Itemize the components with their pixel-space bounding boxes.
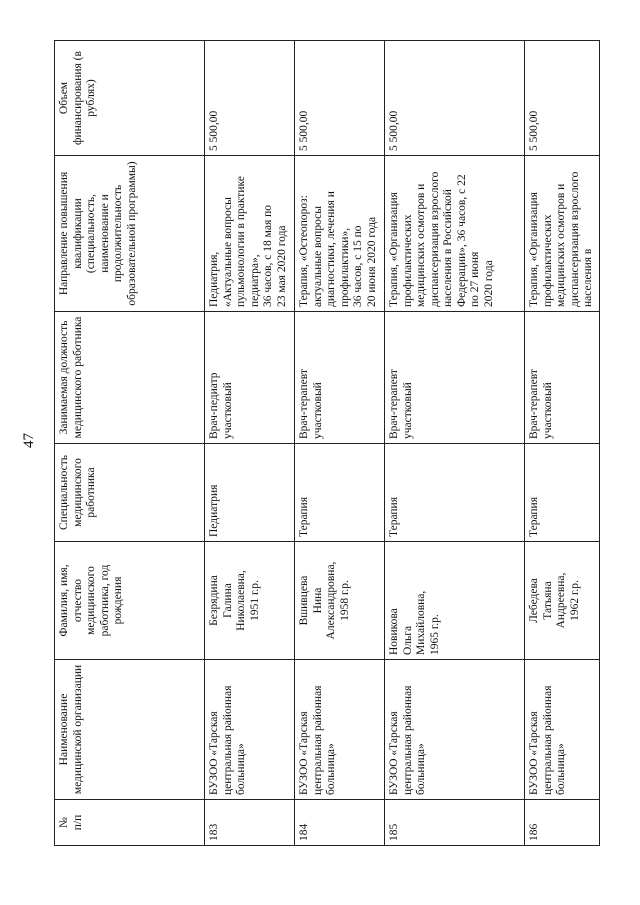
cell-fio: Лебедева Татьяна Андреевна, 1962 г.р. (525, 542, 600, 660)
page-number: 47 (21, 433, 37, 448)
cell-pos: Врач-терапевт участковый (525, 312, 600, 444)
cell-num: 186 (525, 800, 600, 846)
header-spec: Специальность медицинского работника (55, 444, 205, 542)
cell-fio: Новикова Ольга Михайловна, 1965 г.р. (385, 542, 525, 660)
table-row (385, 41, 525, 846)
cell-fin: 5 500,00 (295, 41, 385, 156)
table-row (205, 41, 295, 846)
cell-org: БУЗОО «Тарская центральная районная больница» (525, 660, 600, 800)
rotated-table-container (54, 41, 595, 846)
header-fio: Фамилия, имя, отчество медицинского работника, год рождения (55, 542, 205, 660)
table-row (295, 41, 385, 846)
cell-dir: Терапия, «Остеопороз: актуальные вопросы диагностики, лечения и профилактики», 36 часов, с 15 по 20 июня 2020 года (295, 156, 385, 312)
header-org: Наименование медицинской организации (55, 660, 205, 800)
header-pos: Занимаемая должность медицинского работника (55, 312, 205, 444)
cell-fin: 5 500,00 (205, 41, 295, 156)
cell-org: БУЗОО «Тарская центральная районная больница» (295, 660, 385, 800)
cell-num: 185 (385, 800, 525, 846)
table-row (525, 41, 600, 846)
cell-spec: Терапия (295, 444, 385, 542)
header-fin: Объем финансирования (в рублях) (55, 41, 205, 156)
cell-pos: Врач-педиатр участковый (205, 312, 295, 444)
cell-dir: Педиатрия, «Актуальные вопросы пульмонологии в практике педиатра», 36 часов, с 18 мая по 23 мая 2020 года (205, 156, 295, 312)
cell-fio: Безрядина Галина Николаевна, 1951 г.р. (205, 542, 295, 660)
cell-fin: 5 500,00 (525, 41, 600, 156)
cell-spec: Педиатрия (205, 444, 295, 542)
cell-dir: Терапия, «Организация профилактических медицинских осмотров и диспансеризация взрослого населения в (525, 156, 600, 312)
staff-training-table (54, 40, 600, 846)
cell-fin: 5 500,00 (385, 41, 525, 156)
cell-num: 183 (205, 800, 295, 846)
cell-spec: Терапия (385, 444, 525, 542)
table-header-row (55, 41, 205, 846)
cell-org: БУЗОО «Тарская центральная районная больница» (205, 660, 295, 800)
cell-dir: Терапия, «Организация профилактических медицинских осмотров и диспансеризация взрослого населения в Российской Федерации», 36 часов, с 22 по 27 июня 2020 года (385, 156, 525, 312)
cell-num: 184 (295, 800, 385, 846)
cell-pos: Врач-терапевт участковый (295, 312, 385, 444)
header-dir: Направление повышения квалификации (специальность, наименование и продолжительность образовательной программы) (55, 156, 205, 312)
cell-pos: Врач-терапевт участковый (385, 312, 525, 444)
header-num: № п/п (55, 800, 205, 846)
cell-spec: Терапия (525, 444, 600, 542)
cell-fio: Вшивцева Нина Александровна, 1958 г.р. (295, 542, 385, 660)
cell-org: БУЗОО «Тарская центральная районная больница» (385, 660, 525, 800)
